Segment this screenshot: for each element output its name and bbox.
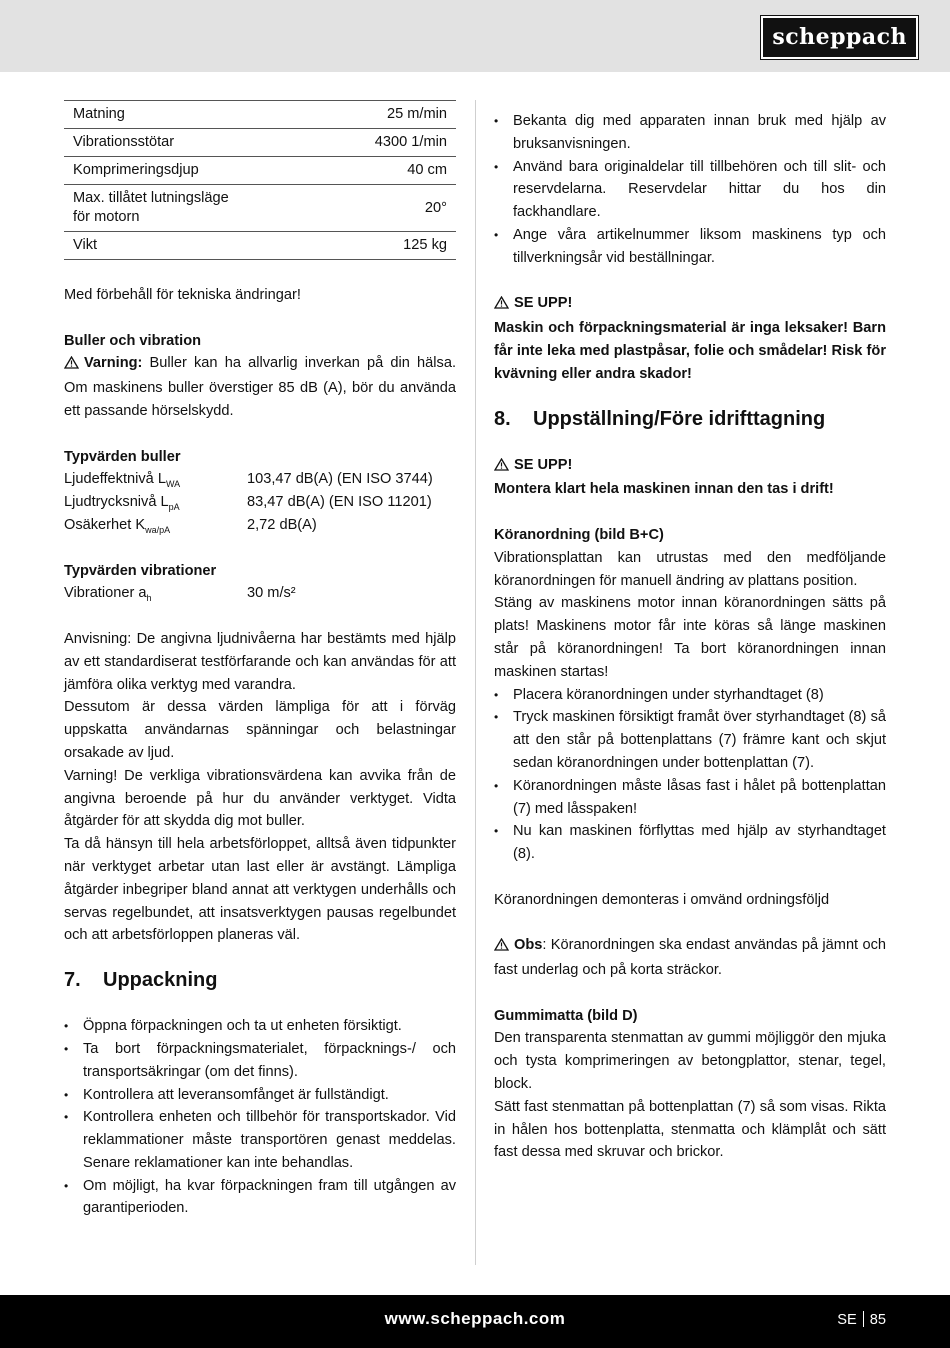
warning-label: Varning: — [84, 355, 143, 372]
note-paragraph: Dessutom är dessa värden lämpliga för att i förväg uppskatta användarnas spänningar och belastningar orsakade av ljud. — [64, 699, 456, 761]
section-title: Uppackning — [103, 969, 218, 992]
obs-text: : Köranordningen ska endast användas på jämnt och fast underlag och på korta sträckor. — [494, 937, 886, 979]
intro-list — [494, 110, 886, 270]
caution-2 — [494, 454, 886, 479]
noise-row — [64, 514, 456, 537]
spec-label: Matning — [64, 101, 322, 129]
table-row — [64, 157, 456, 185]
spec-label: Komprimeringsdjup — [64, 157, 322, 185]
caution-text: Montera klart hela maskinen innan den tas i drift! — [494, 481, 834, 498]
list-item: • Använd bara originaldelar till tillbehören och till slit- och reservdelarna. Reservdelar hittar du hos din fackhandlare. — [494, 156, 886, 224]
list-item: • Om möjligt, ha kvar förpackningen fram till utgången av garantiperioden. — [64, 1175, 456, 1221]
noise-label: Ljudeffektnivå L — [64, 471, 166, 488]
spec-label: Max. tillåtet lutningsläge för motorn — [64, 185, 322, 232]
noise-label: Osäkerhet K — [64, 516, 146, 533]
noise-value: 2,72 dB(A) — [247, 516, 317, 533]
caution-label: SE UPP! — [514, 295, 573, 312]
warning-text: Buller kan ha allvarlig inverkan på din hälsa. Om maskinens buller överstiger 85 dB (A), bör du använda ett passande hörselskydd. — [64, 355, 456, 419]
noise-sub: pA — [168, 502, 180, 513]
mat-paragraph: Sätt fast stenmattan på bottenplattan (7) så som visas. Rikta in hålen hos bottenplatta, stenmatta och klämplåt och sätt fast dessa med skruvar och brickor. — [494, 1098, 886, 1161]
noise-sub: WA — [165, 479, 181, 490]
spec-value: 40 cm — [322, 157, 456, 185]
right-column — [494, 110, 886, 1164]
vib-heading: Typvärden vibrationer — [64, 562, 217, 579]
table-row — [64, 185, 456, 232]
noise-warning — [64, 352, 456, 422]
warning-triangle-icon — [64, 354, 80, 377]
table-row — [64, 232, 456, 260]
scheppach-logo: scheppach — [761, 16, 918, 59]
spec-value: 20° — [322, 185, 456, 232]
page-number-value: 85 — [869, 1312, 886, 1328]
spec-value: 125 kg — [322, 232, 456, 260]
list-item: • Placera köranordningen under styrhandtaget (8) — [494, 684, 886, 707]
section-number: 7. — [64, 969, 81, 992]
section-8-heading — [494, 404, 886, 434]
noise-value: 103,47 dB(A) (EN ISO 3744) — [247, 471, 433, 488]
runner-paragraph: Vibrationsplattan kan utrustas med den medföljande köranordningen för manuell ändring av plattans position. — [494, 549, 886, 589]
spec-table — [64, 100, 456, 260]
column-divider — [475, 100, 476, 1265]
vib-value: 30 m/s² — [247, 585, 296, 602]
list-item: • Köranordningen måste låsas fast i hålet på bottenplattan (7) med låsspaken! — [494, 775, 886, 821]
dismount-text: Köranordningen demonteras i omvänd ordningsföljd — [494, 891, 830, 908]
note-paragraph: Varning! De verkliga vibrationsvärdena kan avvika från de angivna beroende på hur du använder verktyget. Vidta åtgärder för att skydda dig mot buller. — [64, 767, 456, 830]
vib-sub: h — [146, 593, 152, 604]
noise-label: Ljudtrycksnivå L — [64, 494, 169, 511]
runner-heading: Köranordning (bild B+C) — [494, 526, 664, 543]
noise-sub: wa/pA — [145, 524, 171, 535]
caution-label: SE UPP! — [514, 456, 573, 473]
runner-paragraph: Stäng av maskinens motor innan köranordningen sätts på plats! Maskinens motor får inte köras så länge maskinen står på köranordningen! Ta bort köranordningen innan maskinen startas! — [494, 595, 886, 680]
mat-heading: Gummimatta (bild D) — [494, 1007, 638, 1024]
note-paragraph: Ta då hänsyn till hela arbetsförloppet, alltså även tidpunkter när verktyget arbetar utan last eller är avstängt. Lämpliga åtgärder inbegriper bland annat att verktygen underhålls och servas regelbundet, att insatsverktygen pausas regelbundet och att arbetsförloppen planeras väl. — [64, 836, 456, 944]
warning-triangle-icon — [494, 294, 510, 317]
list-item: • Kontrollera att leveransomfånget är fullständigt. — [64, 1084, 456, 1107]
list-item: • Bekanta dig med apparaten innan bruk med hjälp av bruksanvisningen. — [494, 110, 886, 156]
table-row — [64, 101, 456, 129]
spec-value: 4300 1/min — [322, 129, 456, 157]
runner-list — [494, 684, 886, 866]
page-header — [0, 0, 950, 72]
noise-value: 83,47 dB(A) (EN ISO 11201) — [247, 494, 432, 511]
spec-label: Vibrationsstötar — [64, 129, 322, 157]
list-item: • Kontrollera enheten och tillbehör för transportskador. Vid reklammationer måste transportören genast meddelas. Senare reklamationer kan inte behandlas. — [64, 1106, 456, 1174]
page-footer — [0, 1295, 950, 1348]
noise-values-heading: Typvärden buller — [64, 448, 181, 465]
website-link[interactable]: www.scheppach.com — [384, 1309, 566, 1328]
list-item: • Tryck maskinen försiktigt framåt över styrhandtaget (8) så att den står på bottenplattans (7) främre kant och skjut sedan köranordningen under bottenplattan (7). — [494, 706, 886, 774]
list-item: • Ange våra artikelnummer liksom maskinens typ och tillverkningsår vid beställningar. — [494, 224, 886, 270]
table-row — [64, 129, 456, 157]
list-item: • Ta bort förpackningsmaterialet, förpacknings-/ och transportsäkringar (om det finns). — [64, 1038, 456, 1084]
noise-heading: Buller och vibration — [64, 332, 202, 349]
section-number: 8. — [494, 407, 511, 430]
warning-triangle-icon — [494, 936, 510, 959]
separator — [863, 1311, 864, 1327]
mat-paragraph: Den transparenta stenmattan av gummi möjliggör den mjuka och tysta komprimeringen av betongplattor, stenar, tegel, block. — [494, 1030, 886, 1093]
language-code: SE — [837, 1312, 857, 1328]
list-item: • Nu kan maskinen förflyttas med hjälp av styrhandtaget (8). — [494, 820, 886, 866]
warning-triangle-icon — [494, 456, 510, 479]
spec-value: 25 m/min — [322, 101, 456, 129]
page-number — [837, 1309, 886, 1332]
section-7-heading — [64, 965, 456, 995]
noise-row — [64, 491, 456, 514]
caution-text: Maskin och förpackningsmaterial är inga leksaker! Barn får inte leka med plastpåsar, folie och smådelar! Risk för kvävning eller andra skador! — [494, 320, 886, 382]
section-title: Uppställning/Före idrifttagning — [533, 407, 826, 430]
note-paragraph: Anvisning: De angivna ljudnivåerna har bestämts med hjälp av ett standardiserat testförfarande och kan användas för att jämföra olika verktyg med varandra. — [64, 630, 456, 693]
reserve-note: Med förbehåll för tekniska ändringar! — [64, 287, 301, 303]
vib-row — [64, 582, 456, 605]
spec-label: Vikt — [64, 232, 322, 260]
obs-note — [494, 934, 886, 982]
vib-label: Vibrationer a — [64, 585, 147, 602]
noise-row — [64, 468, 456, 491]
list-item: • Öppna förpackningen och ta ut enheten försiktigt. — [64, 1015, 456, 1038]
left-column — [64, 100, 456, 1220]
caution-1 — [494, 292, 886, 317]
obs-label: Obs — [514, 937, 543, 954]
unpack-list — [64, 1015, 456, 1220]
